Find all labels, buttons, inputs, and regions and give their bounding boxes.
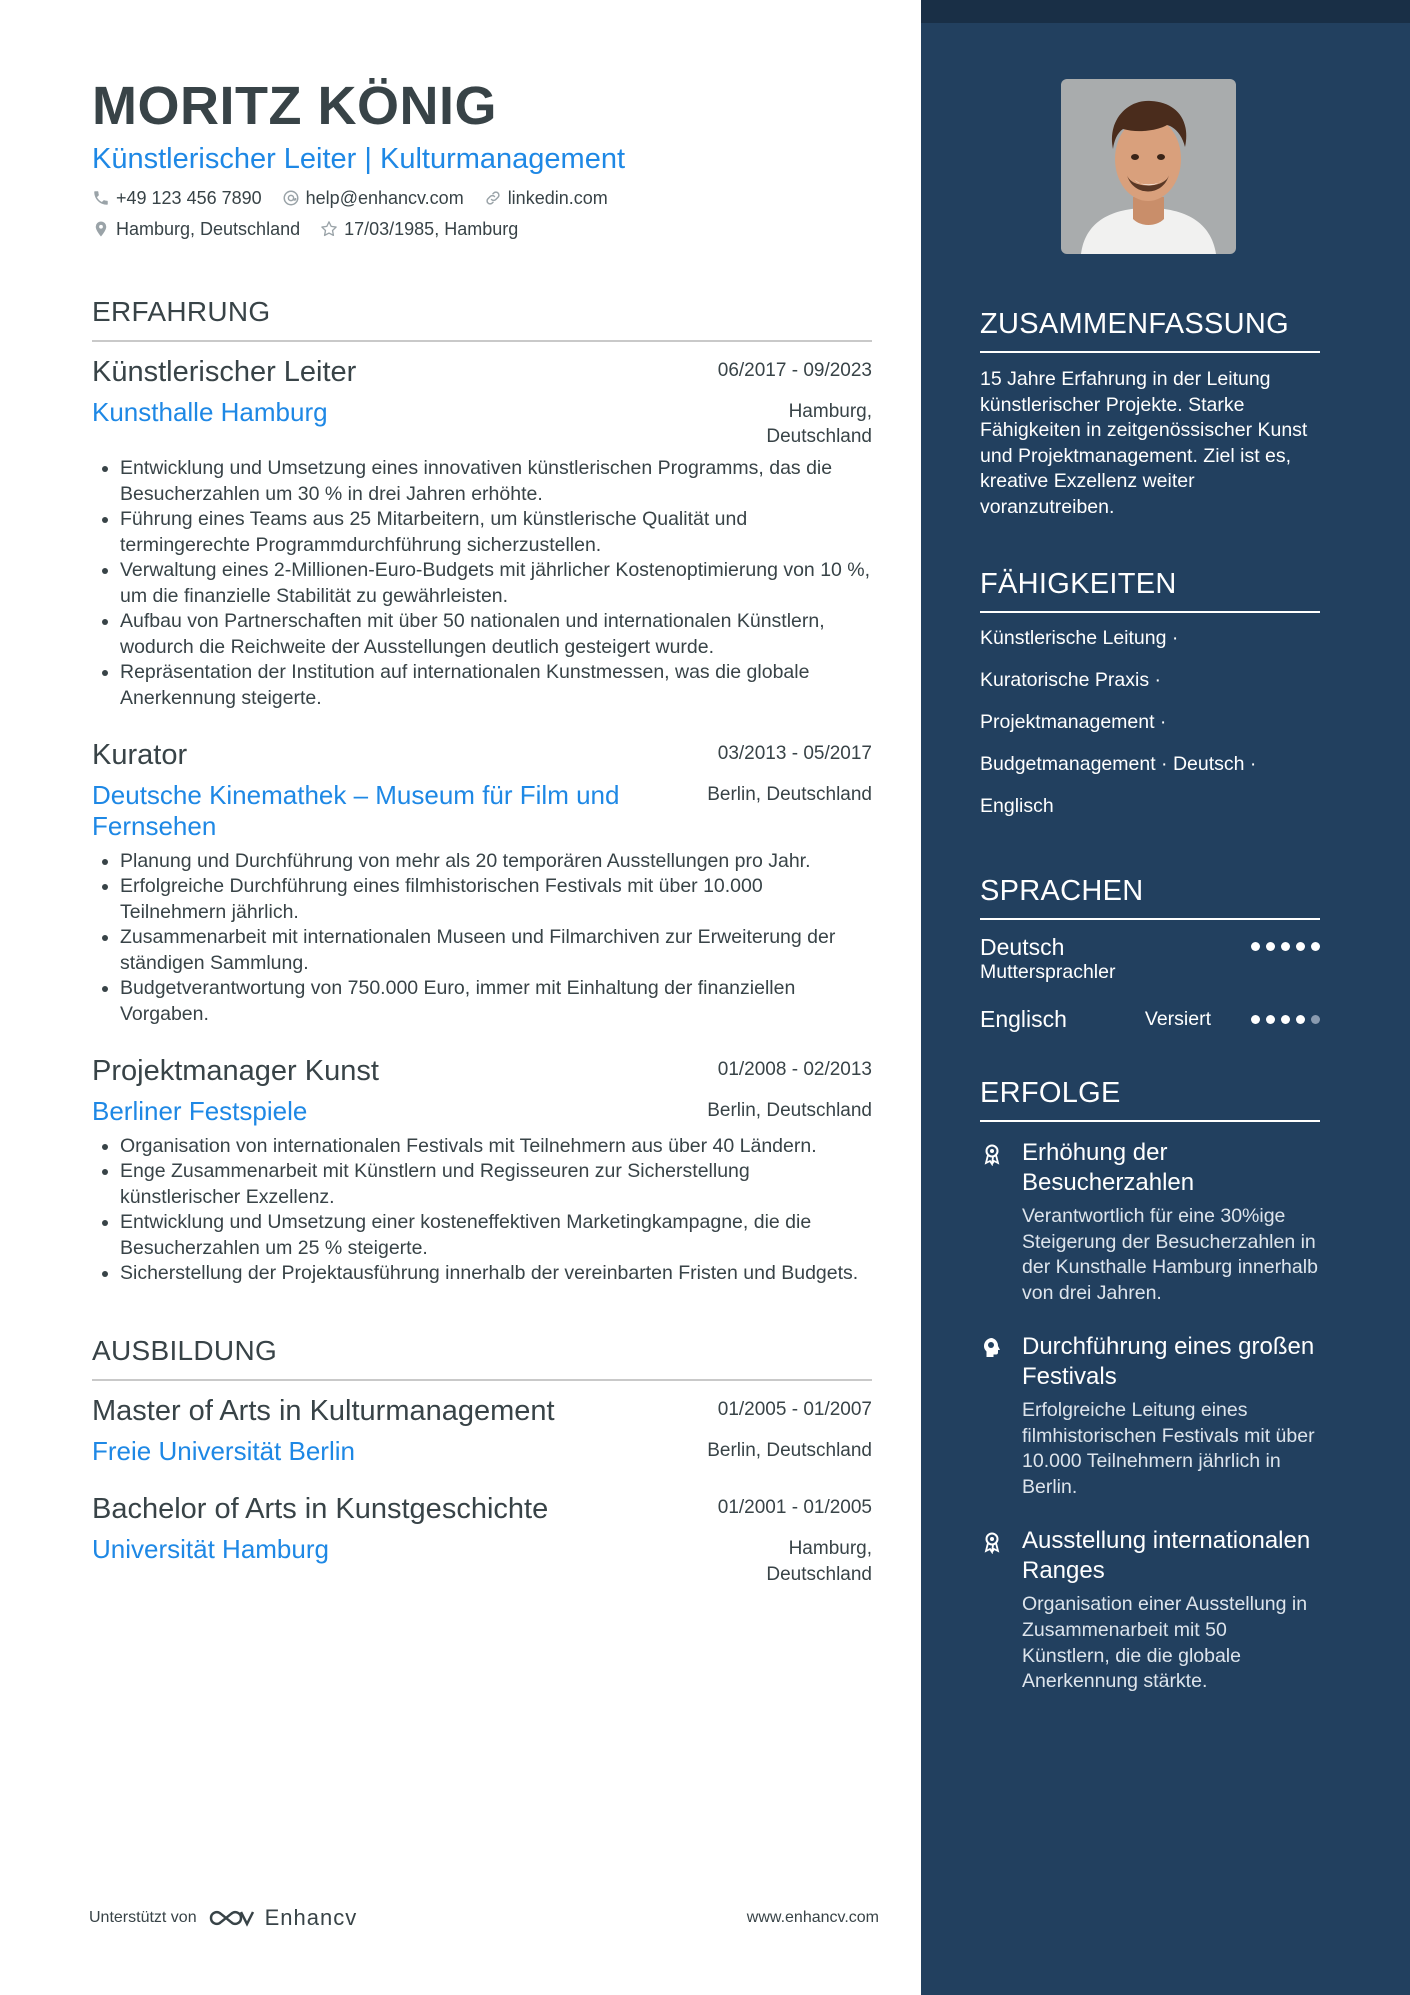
education-entry xyxy=(92,1395,872,1467)
job-dates: 01/2008 - 02/2013 xyxy=(717,1059,872,1081)
job-company[interactable]: Kunsthalle Hamburg xyxy=(92,396,328,427)
enhancv-logo-icon xyxy=(207,1906,255,1930)
education-location-line: Deutschland xyxy=(766,1563,872,1585)
education-section xyxy=(92,1335,872,1587)
award-icon xyxy=(980,1142,1004,1166)
experience-title: ERFAHRUNG xyxy=(92,296,872,342)
language-rating xyxy=(1251,1015,1320,1024)
job-role: Künstlerischer Leiter xyxy=(92,355,357,388)
contact-linkedin[interactable] xyxy=(484,188,608,209)
achievement-desc: Erfolgreiche Leitung eines filmhistorischen Festivals mit über 10.000 Teilnehmern jährlich in Berlin. xyxy=(1022,1399,1315,1498)
bullet-item: • Organisation von internationalen Festivals mit Teilnehmern aus über 40 Ländern. xyxy=(120,1134,872,1160)
skill-line: Projektmanagement · xyxy=(980,711,1167,734)
bullet-item: • Aufbau von Partnerschaften mit über 50 nationalen und internationalen Künstlern, wodurch die Reichweite der Ausstellungen deutlich gesteigert wurde. xyxy=(120,609,872,660)
job-company-line: Deutsche Kinemathek – Museum für Film und xyxy=(92,780,620,811)
headline: Künstlerischer Leiter | Kulturmanagement xyxy=(92,142,626,175)
degree: Bachelor of Arts in Kunstgeschichte xyxy=(92,1492,549,1525)
brand-name: Enhancv xyxy=(264,1905,358,1930)
achievements-title: ERFOLGE xyxy=(980,1077,1320,1122)
phone-text: +49 123 456 7890 xyxy=(116,187,262,208)
school[interactable]: Universität Hamburg xyxy=(92,1533,329,1564)
bullet-item: • Budgetverantwortung von 750.000 Euro, immer mit Einhaltung der finanziellen Vorgaben. xyxy=(120,976,872,1027)
job-location: Berlin, Deutschland xyxy=(707,1100,872,1122)
job-role: Projektmanager Kunst xyxy=(92,1055,379,1088)
job-bullets xyxy=(92,456,872,711)
rating-dot xyxy=(1251,1015,1260,1024)
bullet-item: • Enge Zusammenarbeit mit Künstlern und Regisseuren zur Sicherstellung künstlerischer Exzellenz. xyxy=(120,1159,872,1210)
job-company[interactable] xyxy=(92,780,619,842)
language-item xyxy=(980,1006,1320,1033)
language-rating xyxy=(1251,942,1320,951)
experience-section xyxy=(92,296,872,1287)
achievement-title: Ausstellung internationalen Ranges xyxy=(1022,1527,1311,1585)
summary-text: 15 Jahre Erfahrung in der Leitung künstlerischer Projekte. Starke Fähigkeiten in zeitgenössischer Kunst und Projektmanagement. Ziel ist es, kreative Exzellenz weiter voranzutreiben. xyxy=(980,368,1308,518)
skill-line: Englisch xyxy=(980,795,1054,818)
skill-line: Kuratorische Praxis · xyxy=(980,669,1161,692)
rating-dot xyxy=(1296,1015,1305,1024)
job-role: Kurator xyxy=(92,739,188,772)
bullet-item: • Entwicklung und Umsetzung eines innovativen künstlerischen Programms, das die Besucherzahlen um 30 % in drei Jahren erhöhte. xyxy=(120,456,872,507)
job-location: Berlin, Deutschland xyxy=(707,784,872,806)
contact-row-2 xyxy=(92,219,872,240)
lightbulb-head-icon xyxy=(980,1336,1004,1360)
achievement-item xyxy=(980,1526,1320,1694)
powered-by[interactable] xyxy=(89,1905,357,1931)
bullet-item: • Zusammenarbeit mit internationalen Museen und Filmarchiven zur Erweiterung der ständigen Sammlung. xyxy=(120,925,872,976)
contact-row-1 xyxy=(92,188,872,209)
experience-entry xyxy=(92,1055,872,1286)
job-bullets xyxy=(92,1134,872,1287)
contact-phone[interactable] xyxy=(92,188,262,209)
achievement-item xyxy=(980,1332,1320,1500)
education-dates: 01/2005 - 01/2007 xyxy=(717,1398,872,1420)
rating-dot xyxy=(1311,942,1320,951)
footer xyxy=(89,1905,879,1931)
skill-line: Künstlerische Leitung · xyxy=(980,627,1179,650)
education-entry xyxy=(92,1493,872,1587)
email-text: help@enhancv.com xyxy=(305,187,464,208)
achievements-section xyxy=(980,1077,1320,1694)
birth-text: 17/03/1985, Hamburg xyxy=(344,218,519,239)
job-location-line: Hamburg, xyxy=(788,400,872,422)
contact-email[interactable] xyxy=(282,188,464,209)
link-icon xyxy=(484,189,502,207)
skills-list xyxy=(980,625,1320,835)
at-icon xyxy=(282,189,300,207)
powered-by-text: Unterstützt von xyxy=(89,1909,197,1926)
achievement-title: Erhöhung der Besucherzahlen xyxy=(1022,1139,1195,1197)
candidate-name: MORITZ KÖNIG xyxy=(92,76,497,136)
location-pin-icon xyxy=(92,220,110,238)
linkedin-text: linkedin.com xyxy=(507,187,608,208)
main-column xyxy=(92,72,872,1587)
rating-dot xyxy=(1311,1015,1320,1024)
bullet-item: • Repräsentation der Institution auf internationalen Kunstmessen, was die globale Anerkennung steigerte. xyxy=(120,660,872,711)
achievement-desc: Verantwortlich für eine 30%ige Steigerung der Besucherzahlen in der Kunsthalle Hamburg innerhalb von drei Jahren. xyxy=(1022,1205,1318,1304)
job-location xyxy=(766,399,872,450)
skill-line: Budgetmanagement · Deutsch · xyxy=(980,753,1257,776)
school[interactable]: Freie Universität Berlin xyxy=(92,1435,355,1466)
achievement-desc: Organisation einer Ausstellung in Zusammenarbeit mit 50 Künstlern, die die globale Anerkennung stärkte. xyxy=(1022,1593,1308,1693)
rating-dot xyxy=(1281,1015,1290,1024)
language-name: Englisch xyxy=(980,1006,1067,1033)
education-location xyxy=(766,1536,872,1587)
bullet-item: • Erfolgreiche Durchführung eines filmhistorischen Festivals mit über 10.000 Teilnehmern jährlich. xyxy=(120,874,872,925)
education-location-line: Hamburg, xyxy=(788,1537,872,1559)
location-text: Hamburg, Deutschland xyxy=(116,218,301,239)
rating-dot xyxy=(1281,942,1290,951)
job-dates: 06/2017 - 09/2023 xyxy=(717,359,872,381)
bullet-item: • Planung und Durchführung von mehr als 20 temporären Ausstellungen pro Jahr. xyxy=(120,849,872,875)
rating-dot xyxy=(1296,942,1305,951)
bullet-item: • Verwaltung eines 2-Millionen-Euro-Budgets mit jährlicher Kostenoptimierung von 10 %, um die finanzielle Stabilität zu gewährleisten. xyxy=(120,558,872,609)
skills-title: FÄHIGKEITEN xyxy=(980,568,1320,613)
rating-dot xyxy=(1251,942,1260,951)
summary-title: ZUSAMMENFASSUNG xyxy=(980,308,1320,353)
job-company[interactable]: Berliner Festspiele xyxy=(92,1096,308,1127)
languages-section xyxy=(980,875,1320,1033)
award-icon xyxy=(980,1530,1004,1554)
skills-section xyxy=(980,568,1320,835)
sidebar xyxy=(921,0,1410,1995)
star-icon xyxy=(320,220,338,238)
bullet-item: • Entwicklung und Umsetzung einer kosteneffektiven Marketingkampagne, die die Besucherzahlen um 25 % steigerte. xyxy=(120,1210,872,1261)
degree: Master of Arts in Kulturmanagement xyxy=(92,1394,555,1427)
language-level: Muttersprachler xyxy=(980,961,1116,984)
job-bullets xyxy=(92,849,872,1028)
website-link[interactable]: www.enhancv.com xyxy=(746,1909,879,1926)
bullet-item: • Führung eines Teams aus 25 Mitarbeitern, um künstlerische Qualität und termingerechte Programmdurchführung sicherzustellen. xyxy=(120,507,872,558)
education-dates: 01/2001 - 01/2005 xyxy=(717,1496,872,1518)
education-location: Berlin, Deutschland xyxy=(707,1439,872,1461)
summary-section xyxy=(980,308,1320,520)
rating-dot xyxy=(1266,942,1275,951)
job-location-line: Deutschland xyxy=(766,426,872,448)
contact-birth xyxy=(320,219,518,240)
bullet-item: • Sicherstellung der Projektausführung innerhalb der vereinbarten Fristen und Budgets. xyxy=(120,1261,872,1287)
language-item xyxy=(980,934,1320,984)
contact-location xyxy=(92,219,300,240)
education-title: AUSBILDUNG xyxy=(92,1335,872,1381)
achievement-title: Durchführung eines großen Festivals xyxy=(1022,1333,1315,1391)
language-name: Deutsch xyxy=(980,934,1065,961)
job-dates: 03/2013 - 05/2017 xyxy=(717,743,872,765)
language-level: Versiert xyxy=(1144,1008,1211,1031)
achievement-item xyxy=(980,1138,1320,1306)
languages-title: SPRACHEN xyxy=(980,875,1320,920)
job-company-line: Fernsehen xyxy=(92,811,217,842)
phone-icon xyxy=(92,189,110,207)
rating-dot xyxy=(1266,1015,1275,1024)
experience-entry xyxy=(92,739,872,1027)
sidebar-content xyxy=(980,0,1320,1695)
experience-entry xyxy=(92,356,872,712)
